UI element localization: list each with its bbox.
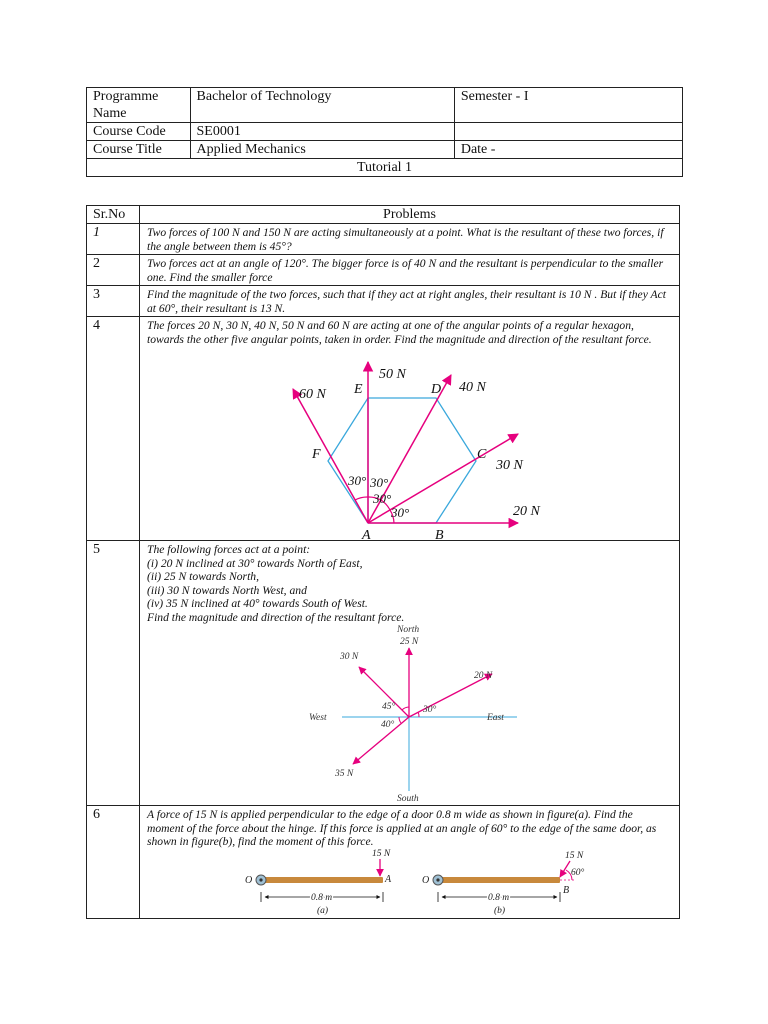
problem-cell [140, 541, 680, 806]
programme-value: Bachelor of Technology [190, 88, 454, 123]
problem-text: Find the magnitude of the two forces, such that if they act at right angles, their resultant is 10 N . But if they Act at 60°, their resultant is 13 N. [140, 286, 680, 317]
problem-line: (iv) 35 N inclined at 40° towards South of West. [147, 597, 368, 610]
problem-number: 6 [87, 806, 140, 919]
hexagon-force-figure [147, 346, 725, 539]
force-label-a: 15 N [372, 848, 391, 859]
date-label: Date - [454, 141, 682, 159]
force-label-30n: 30 N [340, 652, 359, 662]
problem-line: The following forces act at a point: [147, 543, 311, 556]
problem-number: 4 [87, 317, 140, 541]
problem-text: A force of 15 N is applied perpendicular to the edge of a door 0.8 m wide as shown in figure(a). Find the moment of the force about the hinge. If this force is applied at an angle of 60° to the edge of the same door, as shown in figure(b), find the moment of this force. [147, 808, 657, 848]
angle-label-45: 45° [382, 702, 396, 712]
vertex-b: B [435, 528, 444, 539]
force-label-35n: 35 N [335, 769, 354, 779]
force-label-b: 15 N [565, 850, 584, 861]
door-moment-figure [147, 849, 725, 917]
force-label-60n: 60 N [299, 387, 326, 402]
angle-arc-40 [399, 717, 401, 723]
tutorial-title: Tutorial 1 [87, 159, 683, 177]
problem-line: (iii) 30 N towards North West, and [147, 583, 307, 597]
point-label-b: B [563, 884, 570, 896]
east-label: East [487, 713, 504, 723]
problems-table [86, 205, 680, 919]
caption-b: (b) [494, 905, 506, 916]
problem-text: Two forces of 100 N and 150 N are acting simultaneously at a point. What is the resultant of these two forces, if the angle between them is 45°? [140, 224, 680, 255]
course-code-label: Course Code [87, 123, 191, 141]
angle-label-3: 30° [373, 491, 392, 506]
vertex-a: A [362, 528, 371, 539]
point-label-a: A [385, 873, 392, 885]
programme-label: Programme Name [87, 88, 191, 123]
col-srno: Sr.No [87, 206, 140, 224]
west-label: West [309, 713, 327, 723]
problem-line: Find the magnitude and direction of the resultant force. [147, 610, 405, 624]
problem-cell [140, 317, 680, 541]
course-code-empty [454, 123, 682, 141]
vertex-d: D [431, 382, 442, 397]
problem-number: 5 [87, 541, 140, 806]
force-label-25n: 25 N [400, 637, 419, 647]
problem-number: 1 [87, 224, 140, 255]
course-header-table [86, 87, 683, 177]
vertex-c: C [477, 447, 487, 462]
angle-label-1: 30° [348, 473, 367, 488]
door-a [261, 877, 383, 883]
angle-label-40: 40° [381, 720, 395, 730]
problem-number: 3 [87, 286, 140, 317]
caption-a: (a) [317, 905, 329, 916]
width-label-b: 0.8 m [488, 892, 510, 903]
force-label-30n: 30 N [496, 458, 523, 473]
vertex-e: E [354, 382, 363, 397]
problem-text: Two forces act at an angle of 120°. The bigger force is of 40 N and the resultant is perpendicular to the smaller one. Find the smaller force [140, 255, 680, 286]
vertex-f: F [312, 447, 321, 462]
door-b [438, 877, 560, 883]
semester: Semester - I [454, 88, 682, 123]
problem-number: 2 [87, 255, 140, 286]
course-title-value: Applied Mechanics [190, 141, 454, 159]
angle-label-60: 60° [571, 867, 585, 878]
force-arrow-b [560, 861, 570, 877]
force-label-50n: 50 N [379, 367, 406, 382]
hinge-label-b: O [422, 874, 430, 886]
course-code-value: SE0001 [190, 123, 454, 141]
angle-arc-30 [418, 712, 419, 717]
col-problems: Problems [140, 206, 680, 224]
problem-line: (i) 20 N inclined at 30° towards North of East, [147, 556, 363, 570]
angle-arc-1 [355, 497, 368, 500]
problem-line: (ii) 25 N towards North, [147, 570, 259, 583]
north-label: North [397, 625, 420, 635]
hinge-label-a: O [245, 874, 253, 886]
south-label: South [397, 794, 419, 804]
width-label-a: 0.8 m [311, 892, 333, 903]
force-label-40n: 40 N [459, 380, 486, 395]
problem-cell [140, 806, 680, 919]
problem-text: The forces 20 N, 30 N, 40 N, 50 N and 60 N are acting at one of the angular points of a regular hexagon, towards the other five angular points, taken in order. Find the magnitude and direction of the resultant force. [147, 319, 652, 346]
force-60n-arrow [293, 389, 368, 523]
angle-label-2: 30° [370, 475, 389, 490]
angle-label-4: 30° [391, 505, 410, 520]
angle-label-30: 30° [423, 705, 437, 715]
angle-arc-45 [402, 707, 409, 710]
compass-force-figure [147, 624, 725, 804]
force-label-20n: 20 N [474, 671, 493, 681]
force-label-20n: 20 N [513, 504, 540, 519]
course-title-label: Course Title [87, 141, 191, 159]
